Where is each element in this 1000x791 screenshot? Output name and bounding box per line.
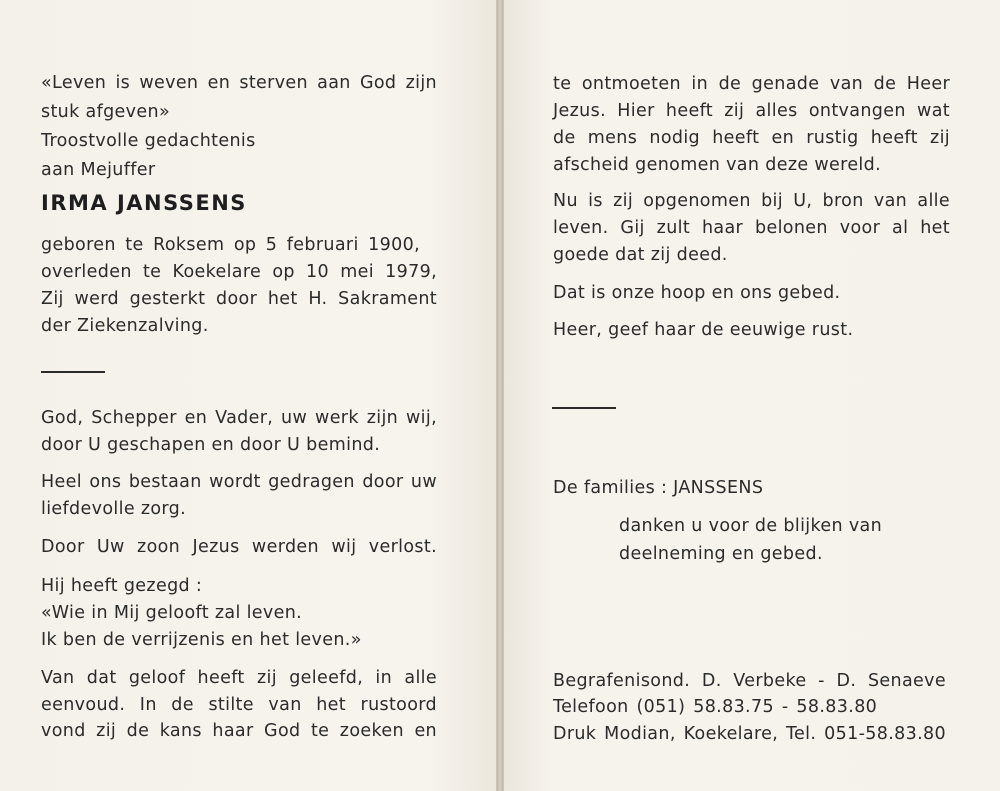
right-p1-line-1: te ontmoeten in de genade van de Heer xyxy=(553,74,950,94)
right-p4-line-1: Heer, geef haar de eeuwige rust. xyxy=(553,320,854,340)
right-page xyxy=(503,0,1000,791)
right-p2-line-2: leven. Gij zult haar belonen voor al het xyxy=(553,218,950,238)
bio-line-4: der Ziekenzalving. xyxy=(41,316,209,336)
prayer-5-line-2: eenvoud. In de stilte van het rustoord xyxy=(41,695,437,715)
divider xyxy=(552,407,616,409)
bio-line-1: geboren te Roksem op 5 februari 1900, xyxy=(41,235,420,255)
prayer-2-line-1: Heel ons bestaan wordt gedragen door uw xyxy=(41,472,437,492)
bio-line-3: Zij werd gesterkt door het H. Sakrament xyxy=(41,289,437,309)
right-p1-line-4: afscheid genomen van deze wereld. xyxy=(553,155,882,175)
bio-line-2: overleden te Koekelare op 10 mei 1979, xyxy=(41,262,437,282)
thanks-line-1: danken u voor de blijken van xyxy=(619,516,883,536)
footer-printer: Druk Modian, Koekelare, Tel. 051-58.83.80 xyxy=(553,724,946,744)
right-p2-line-3: goede dat zij deed. xyxy=(553,245,728,265)
thanks-line-2: deelneming en gebed. xyxy=(619,544,823,564)
prayer-1-line-1: God, Schepper en Vader, uw werk zijn wij, xyxy=(41,408,437,428)
prayer-3-line-1: Door Uw zoon Jezus werden wij verlost. xyxy=(41,537,437,557)
prayer-5-line-3: vond zij de kans haar God te zoeken en xyxy=(41,721,437,741)
divider xyxy=(41,371,105,373)
deceased-name: IRMA JANSSENS xyxy=(41,191,247,215)
prayer-5-line-1: Van dat geloof heeft zij geleefd, in alle xyxy=(41,668,437,688)
intro-line-1: Troostvolle gedachtenis xyxy=(41,131,256,151)
intro-line-2: aan Mejuffer xyxy=(41,160,156,180)
prayer-4-line-3: Ik ben de verrijzenis en het leven.» xyxy=(41,630,362,650)
prayer-4-line-2: «Wie in Mij gelooft zal leven. xyxy=(41,603,303,623)
prayer-4-line-1: Hij heeft gezegd : xyxy=(41,576,203,596)
motto-line-1: «Leven is weven en sterven aan God zijn xyxy=(41,73,437,93)
right-p1-line-2: Jezus. Hier heeft zij alles ontvangen wat xyxy=(553,101,950,121)
families-line: De families : JANSSENS xyxy=(553,478,764,498)
footer-funeral-home: Begrafenisond. D. Verbeke - D. Senaeve xyxy=(553,671,946,691)
right-p1-line-3: de mens nodig heeft en rustig heeft zij xyxy=(553,128,950,148)
motto-line-2: stuk afgeven» xyxy=(41,102,170,122)
prayer-1-line-2: door U geschapen en door U bemind. xyxy=(41,435,381,455)
prayer-2-line-2: liefdevolle zorg. xyxy=(41,499,187,519)
right-p3-line-1: Dat is onze hoop en ons gebed. xyxy=(553,283,841,303)
left-page xyxy=(0,0,497,791)
footer-phone: Telefoon (051) 58.83.75 - 58.83.80 xyxy=(553,697,878,717)
right-p2-line-1: Nu is zij opgenomen bij U, bron van alle xyxy=(553,191,950,211)
